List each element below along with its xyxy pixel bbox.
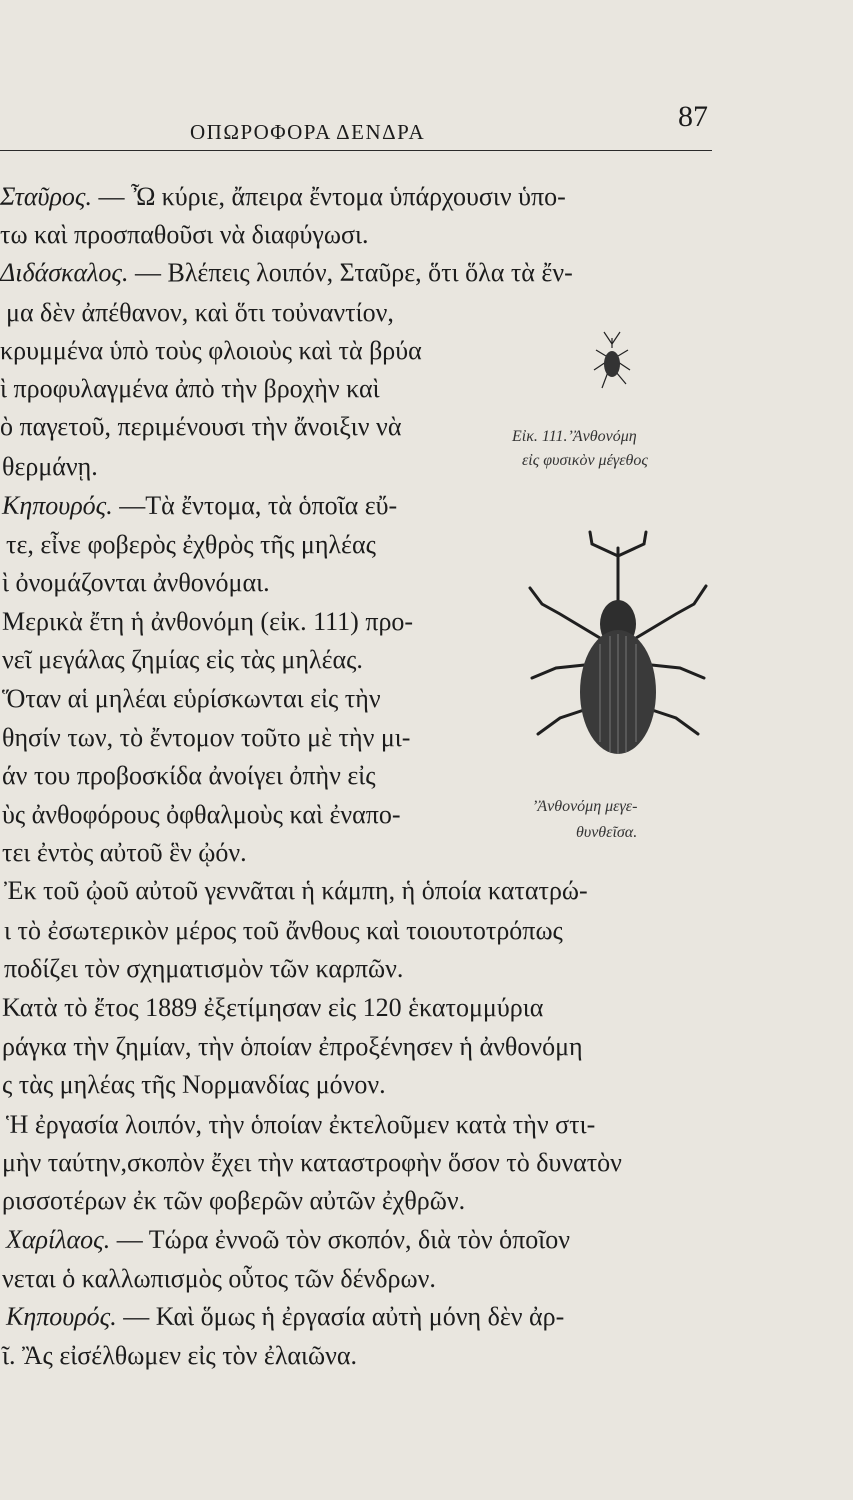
- text-line: Κατὰ τὸ ἔτος 1889 ἐξετίμησαν εἰς 120 ἑκατομμύρια: [2, 993, 544, 1022]
- running-header: ΟΠΩΡΟΦΟΡΑ ΔΕΝΔΡΑ: [190, 120, 426, 144]
- text-line: Σταῦρος. — Ὦ κύριε, ἄπειρα ἔντομα ὑπάρχουσιν ὑπο-: [0, 182, 566, 211]
- text-line: Κηπουρός. —Τὰ ἔντομα, τὰ ὁποῖα εὔ-: [2, 491, 398, 520]
- text-line: Διδάσκαλος. — Βλέπεις λοιπόν, Σταῦρε, ὅτι ὅλα τὰ ἔν-: [0, 258, 573, 287]
- text-line: κρυμμένα ὑπὸ τοὺς φλοιοὺς καὶ τὰ βρύα: [0, 336, 422, 365]
- text-line: ὺς ἀνθοφόρους ὀφθαλμοὺς καὶ ἐναπο-: [2, 800, 401, 829]
- text-line: ὶ ὀνομάζονται ἀνθονόμαι.: [2, 568, 270, 597]
- text-line: Μερικὰ ἔτη ἡ ἀνθονόμη (εἰκ. 111) προ-: [2, 607, 414, 636]
- text-line: Κηπουρός. — Καὶ ὅμως ἡ ἐργασία αὐτὴ μόνη δὲν ἀρ-: [6, 1302, 565, 1331]
- text-line: ποδίζει τὸν σχηματισμὸν τῶν καρπῶν.: [4, 954, 404, 983]
- text-line: νεται ὁ καλλωπισμὸς οὗτος τῶν δένδρων.: [2, 1264, 436, 1293]
- text-line: μα δὲν ἀπέθανον, καὶ ὅτι τοὐναντίον,: [6, 298, 394, 327]
- small-weevil-illustration: [582, 326, 642, 396]
- text-line: θερμάνῃ.: [2, 452, 98, 481]
- text-line: ς τὰς μηλέας τῆς Νορμανδίας μόνον.: [2, 1070, 386, 1099]
- large-figure-caption-line-2: θυνθεῖσα.: [576, 824, 638, 841]
- text-line: ρισσοτέρων ἐκ τῶν φοβερῶν αὐτῶν ἐχθρῶν.: [2, 1186, 466, 1215]
- text-line: Ὅταν αἱ μηλέαι εὑρίσκωνται εἰς τὴν: [2, 684, 381, 713]
- speaker-name: Χαρίλαος.: [6, 1225, 111, 1254]
- text-line: ῖ. Ἂς εἰσέλθωμεν εἰς τὸν ἐλαιῶνα.: [2, 1341, 358, 1370]
- text-line: Χαρίλαος. — Τώρα ἐννοῶ τὸν σκοπόν, διὰ τὸν ὁποῖον: [6, 1225, 570, 1254]
- speaker-name: Διδάσκαλος.: [0, 258, 129, 287]
- text-line: Ἐκ τοῦ ᾠοῦ αὐτοῦ γεννᾶται ἡ κάμπη, ἡ ὁποία κατατρώ-: [4, 876, 588, 905]
- text-line: ὸ παγετοῦ, περιμένουσι τὴν ἄνοιξιν νὰ: [0, 412, 402, 441]
- text-line: τει ἐντὸς αὐτοῦ ἓν ᾠόν.: [2, 838, 247, 867]
- text-line: θησίν των, τὸ ἔντομον τοῦτο μὲ τὴν μι-: [2, 723, 411, 752]
- text-line: ράγκα τὴν ζημίαν, τὴν ὁποίαν ἐπροξένησεν ἡ ἀνθονόμη: [2, 1032, 583, 1061]
- text-line: ι τὸ ἐσωτερικὸν μέρος τοῦ ἄνθους καὶ τοιουτοτρόπως: [4, 916, 563, 945]
- text-line: Ἡ ἐργασία λοιπόν, τὴν ὁποίαν ἐκτελοῦμεν κατὰ τὴν στι-: [6, 1110, 596, 1139]
- text-line: τε, εἶνε φοβερὸς ἐχθρὸς τῆς μηλέας: [6, 530, 376, 559]
- large-figure-caption-line-1: ’Ἀνθονόμη μεγε-: [532, 798, 638, 815]
- large-weevil-illustration: [520, 528, 716, 788]
- speaker-name: Κηπουρός.: [2, 491, 113, 520]
- text-line: τω καὶ προσπαθοῦσι νὰ διαφύγωσι.: [0, 220, 369, 249]
- speaker-name: Κηπουρός.: [6, 1302, 117, 1331]
- header-rule: [0, 150, 712, 151]
- small-figure-caption-line-1: Εἰκ. 111.’Ἀνθονόμη: [512, 428, 637, 445]
- small-figure-caption-line-2: εἰς φυσικὸν μέγεθος: [522, 452, 648, 469]
- text-line: ὶ προφυλαγμένα ἀπὸ τὴν βροχὴν καὶ: [0, 374, 380, 403]
- speaker-name: Σταῦρος.: [0, 182, 92, 211]
- text-line: μὴν ταύτην,σκοπὸν ἔχει τὴν καταστροφὴν ὅσον τὸ δυνατὸν: [2, 1148, 622, 1177]
- page-number: 87: [678, 100, 708, 133]
- text-line: νεῖ μεγάλας ζημίας εἰς τὰς μηλέας.: [2, 645, 363, 674]
- text-line: άν του προβοσκίδα ἀνοίγει ὀπὴν εἰς: [2, 761, 376, 790]
